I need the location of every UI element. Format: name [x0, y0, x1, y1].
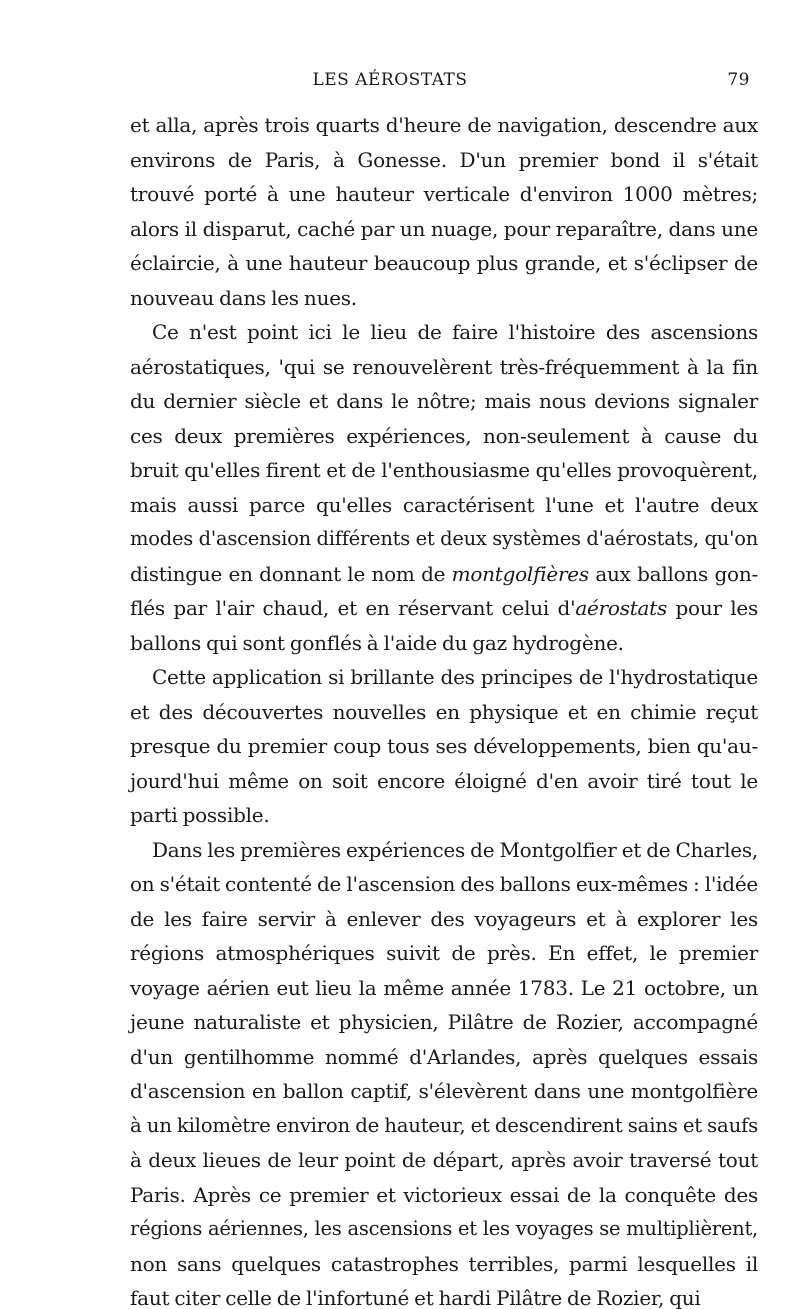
text-line: bruit qu'elles firent et de l'enthousiasme qu'elles provoquèrent,: [130, 458, 758, 482]
text-line: éclaircie, à une hauteur beaucoup plus grande, et s'éclipser de: [130, 251, 758, 275]
text-line: régions atmosphériques suivit de près. En effet, le premier: [130, 941, 758, 965]
text-line: alors il disparut, caché par un nuage, pour reparaître, dans une: [130, 216, 758, 241]
text-line: presque du premier coup tous ses développements, bien qu'au-: [130, 734, 758, 758]
text-line: voyage aérien eut lieu la même année 1783. Le 21 octobre, un: [130, 975, 758, 1000]
text-line: ces deux premières expériences, non-seulement à cause du: [130, 423, 758, 448]
running-head: [130, 70, 750, 94]
text-line: à deux lieues de leur point de départ, après avoir traversé tout: [130, 1148, 758, 1172]
text-line: ballons qui sont gonflés à l'aide du gaz hydrogène.: [130, 630, 624, 655]
text-line: Ce n'est point ici le lieu de faire l'histoire des ascensions: [152, 320, 758, 344]
text-line: aérostatiques, 'qui se renouvelèrent très-fréquemment à la fin: [130, 354, 758, 379]
text-line: modes d'ascension différents et deux systèmes d'aérostats, qu'on: [130, 527, 758, 550]
page-number: 79: [727, 70, 750, 90]
text-line: jourd'hui même on soit encore éloigné d'en avoir tiré tout le: [130, 768, 758, 793]
text-line: faut citer celle de l'infortuné et hardi Pilâtre de Rozier, qui: [130, 1286, 701, 1309]
text-line: on s'était contenté de l'ascension des ballons eux-mêmes : l'idée: [130, 872, 758, 896]
text-line: distingue en donnant le nom de montgolfières aux ballons gon-: [130, 561, 758, 586]
text-line: environs de Paris, à Gonesse. D'un premier bond il s'était: [130, 147, 758, 172]
text-line: à un kilomètre environ de hauteur, et descendirent sains et saufs: [130, 1113, 758, 1137]
text-line: mais aussi parce qu'elles caractérisent l'une et l'autre deux: [130, 492, 758, 517]
text-line: du dernier siècle et dans le nôtre; mais nous devions signaler: [130, 389, 758, 413]
body-text: [130, 108, 758, 1309]
text-line: non sans quelques catastrophes terribles, parmi lesquelles il: [130, 1251, 758, 1276]
text-line: de les faire servir à enlever des voyageurs et à explorer les: [130, 906, 758, 931]
text-line: d'un gentilhomme nommé d'Arlandes, après quelques essais: [130, 1044, 758, 1069]
text-line: et alla, après trois quarts d'heure de navigation, descendre aux: [130, 113, 758, 137]
text-line: et des découvertes nouvelles en physique et en chimie reçut: [130, 699, 758, 724]
italic-term: aérostats: [575, 596, 667, 620]
text-line: régions aériennes, les ascensions et les voyages se multiplièrent,: [130, 1217, 758, 1240]
running-title: LES AÉROSTATS: [312, 70, 468, 90]
text-line: Cette application si brillante des principes de l'hydrostatique: [152, 665, 758, 689]
text-line: flés par l'air chaud, et en réservant celui d'aérostats pour les: [130, 596, 759, 620]
text-line: parti possible.: [130, 803, 270, 827]
text-line: nouveau dans les nues.: [130, 285, 357, 310]
text-line: trouvé porté à une hauteur verticale d'environ 1000 mètres;: [130, 182, 758, 206]
text-line: Dans les premières expériences de Montgolfier et de Charles,: [152, 837, 758, 862]
text-line: Paris. Après ce premier et victorieux essai de la conquête des: [130, 1182, 758, 1207]
text-line: d'ascension en ballon captif, s'élevèrent dans une montgolfière: [130, 1079, 758, 1103]
italic-term: montgolfières: [451, 561, 589, 586]
text-line: jeune naturaliste et physicien, Pilâtre de Rozier, accompagné: [130, 1010, 758, 1034]
